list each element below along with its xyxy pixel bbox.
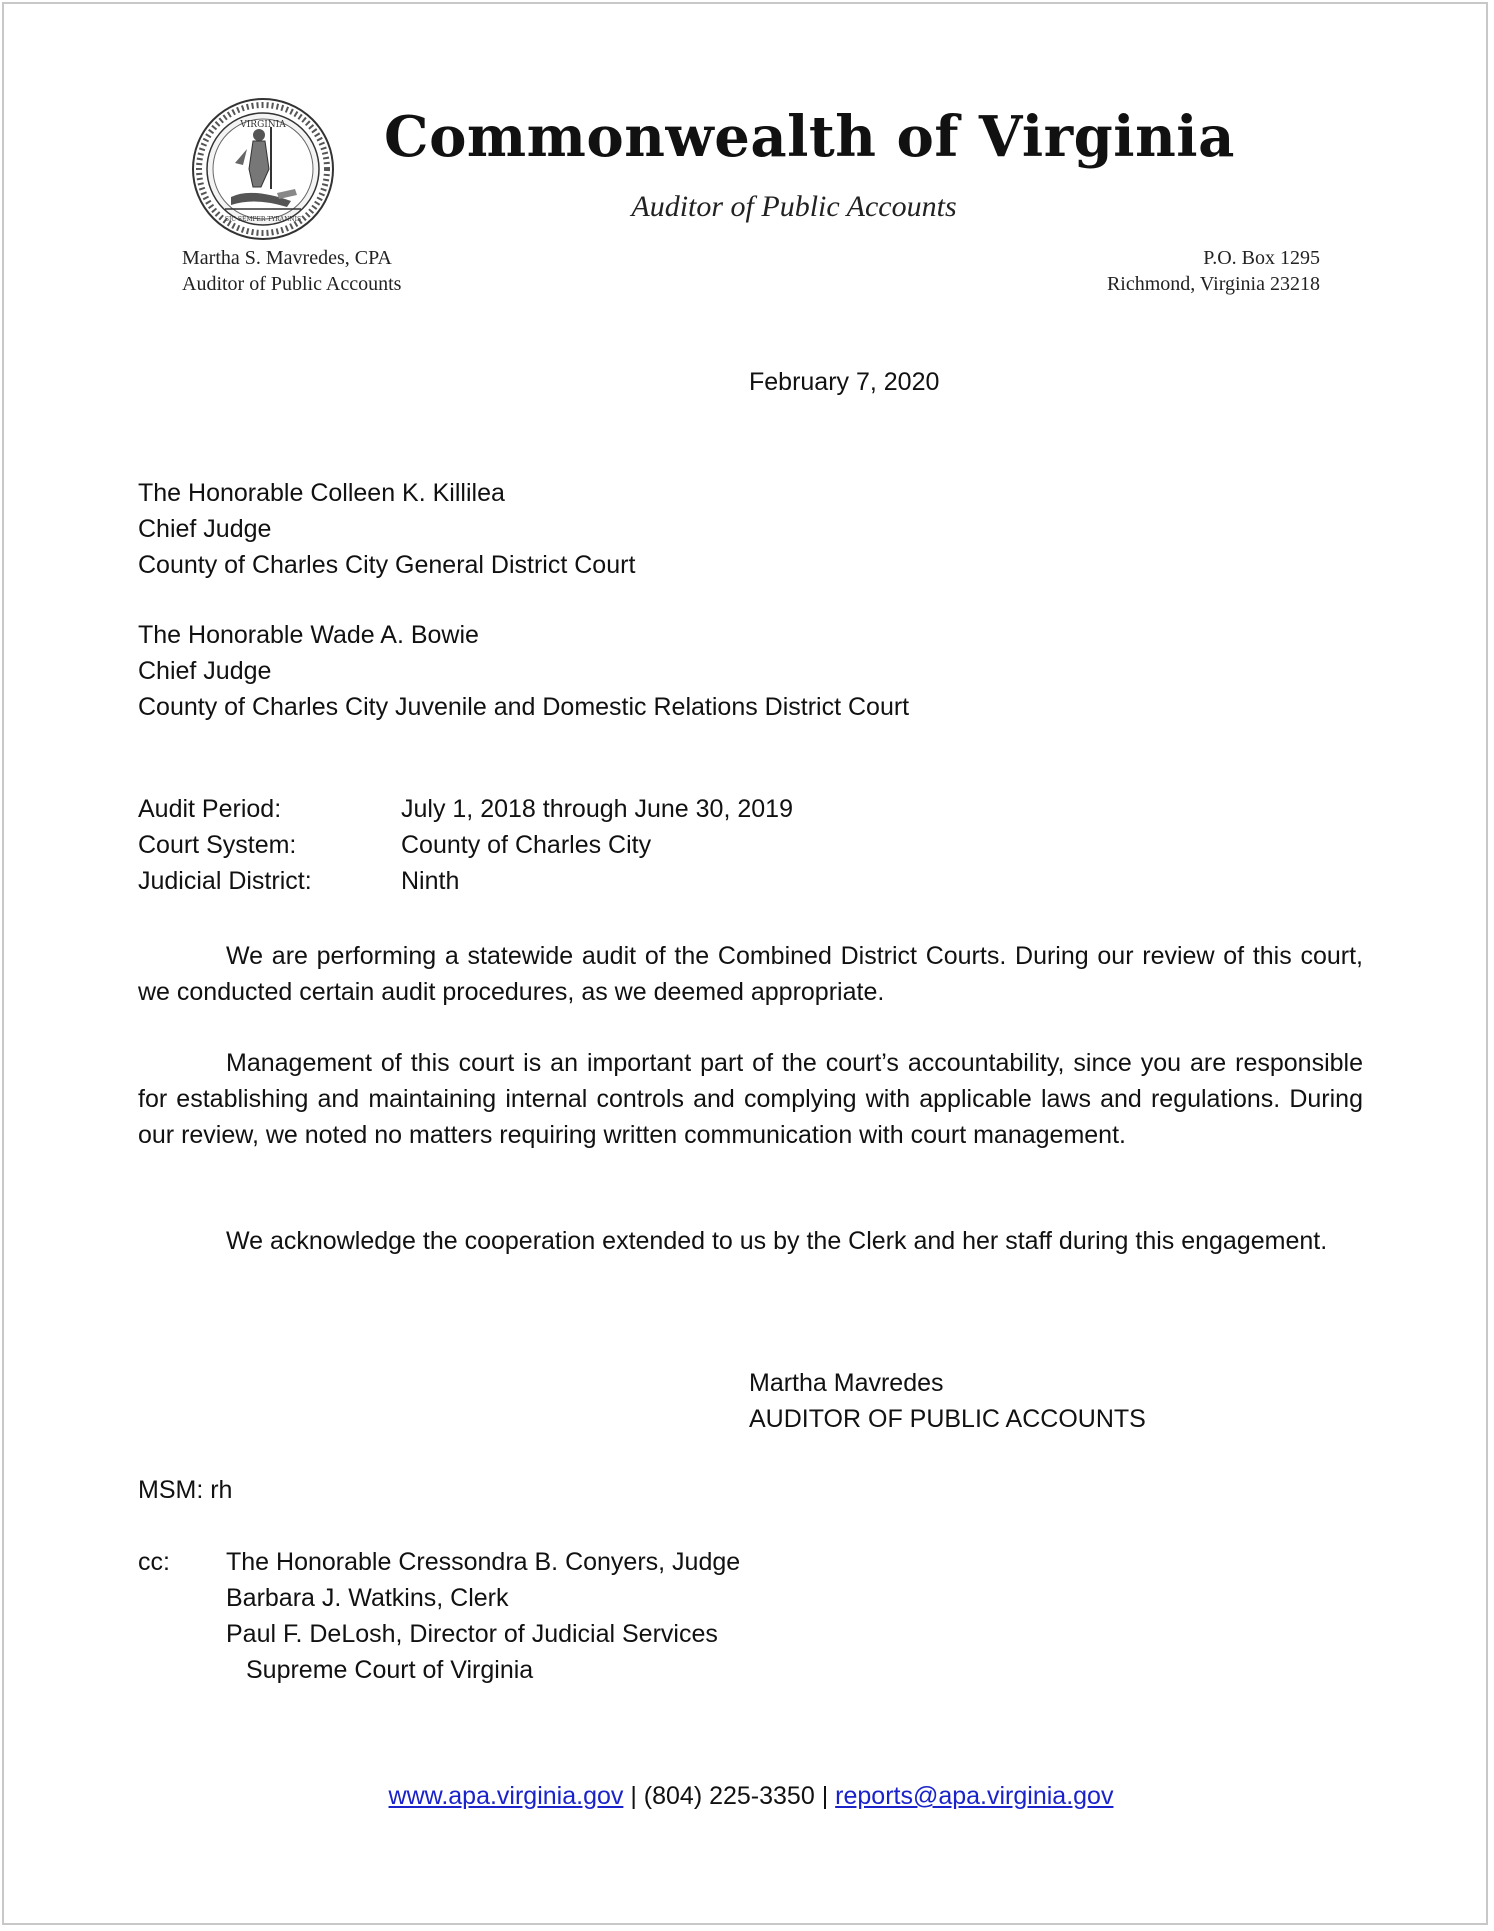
auditor-block <box>182 245 401 297</box>
recipient-court: County of Charles City Juvenile and Domestic Relations District Court <box>138 693 910 721</box>
judicial-district-value: Ninth <box>401 867 460 895</box>
footer-separator: | <box>821 1782 829 1810</box>
cc-item: Paul F. DeLosh, Director of Judicial Services <box>226 1620 718 1648</box>
body-paragraph: We acknowledge the cooperation extended to us by the Clerk and her staff during this engagement. <box>226 1227 1328 1255</box>
letterhead-title: Commonwealth of Virginia <box>384 104 1235 170</box>
seal-motto: SIC SEMPER TYRANNIS <box>224 216 302 223</box>
website-link[interactable]: www.apa.virginia.gov <box>388 1782 624 1810</box>
audit-period-label: Audit Period: <box>138 795 282 823</box>
recipient-block <box>138 617 909 725</box>
letterhead <box>4 4 1494 304</box>
audit-period-value: July 1, 2018 through June 30, 2019 <box>401 795 793 823</box>
seal-text: VIRGINIA <box>240 120 286 130</box>
recipient-title: Chief Judge <box>138 657 272 685</box>
body-paragraph: Management of this court is an important part of the court’s accountability, since you are responsible for establishing and maintaining internal controls and complying with applicable laws and regulations. During our review, we noted no matters requiring written communication with court management. <box>138 1049 1363 1149</box>
city-state-zip: Richmond, Virginia 23218 <box>1106 273 1320 295</box>
recipient-title: Chief Judge <box>138 515 272 543</box>
signer-name: Martha Mavredes <box>749 1369 944 1397</box>
court-system-label: Court System: <box>138 831 297 859</box>
virginia-seal-icon <box>191 97 335 241</box>
email-link[interactable]: reports@apa.virginia.gov <box>835 1782 1114 1810</box>
footer-separator: | <box>630 1782 637 1810</box>
cc-item: Supreme Court of Virginia <box>246 1656 534 1684</box>
cc-item: The Honorable Cressondra B. Conyers, Judge <box>226 1548 741 1576</box>
typist-initials: MSM: rh <box>138 1476 233 1504</box>
signature-block <box>749 1365 1146 1437</box>
judicial-district-label: Judicial District: <box>138 867 312 895</box>
phone-number: (804) 225-3350 <box>643 1782 815 1810</box>
footer <box>4 1782 1494 1811</box>
body-paragraph: We are performing a statewide audit of the Combined District Courts. During our review of this court, we conducted certain audit procedures, as we deemed appropriate. <box>138 942 1363 1006</box>
po-box: P.O. Box 1295 <box>1203 247 1320 269</box>
mailing-address-block <box>1107 245 1320 297</box>
letter-date: February 7, 2020 <box>749 368 940 396</box>
recipient-court: County of Charles City General District Court <box>138 551 636 579</box>
cc-list <box>226 1544 740 1688</box>
court-system-value: County of Charles City <box>401 831 652 859</box>
recipient-name: The Honorable Colleen K. Killilea <box>138 479 505 507</box>
cc-label: cc: <box>138 1548 170 1576</box>
letterhead-subtitle: Auditor of Public Accounts <box>631 190 957 223</box>
auditor-name: Martha S. Mavredes, CPA <box>182 247 392 269</box>
recipient-block <box>138 475 635 583</box>
recipient-name: The Honorable Wade A. Bowie <box>138 621 479 649</box>
signer-title: AUDITOR OF PUBLIC ACCOUNTS <box>749 1405 1146 1433</box>
cc-item: Barbara J. Watkins, Clerk <box>226 1584 509 1612</box>
auditor-title: Auditor of Public Accounts <box>182 273 402 295</box>
page <box>2 2 1488 1925</box>
